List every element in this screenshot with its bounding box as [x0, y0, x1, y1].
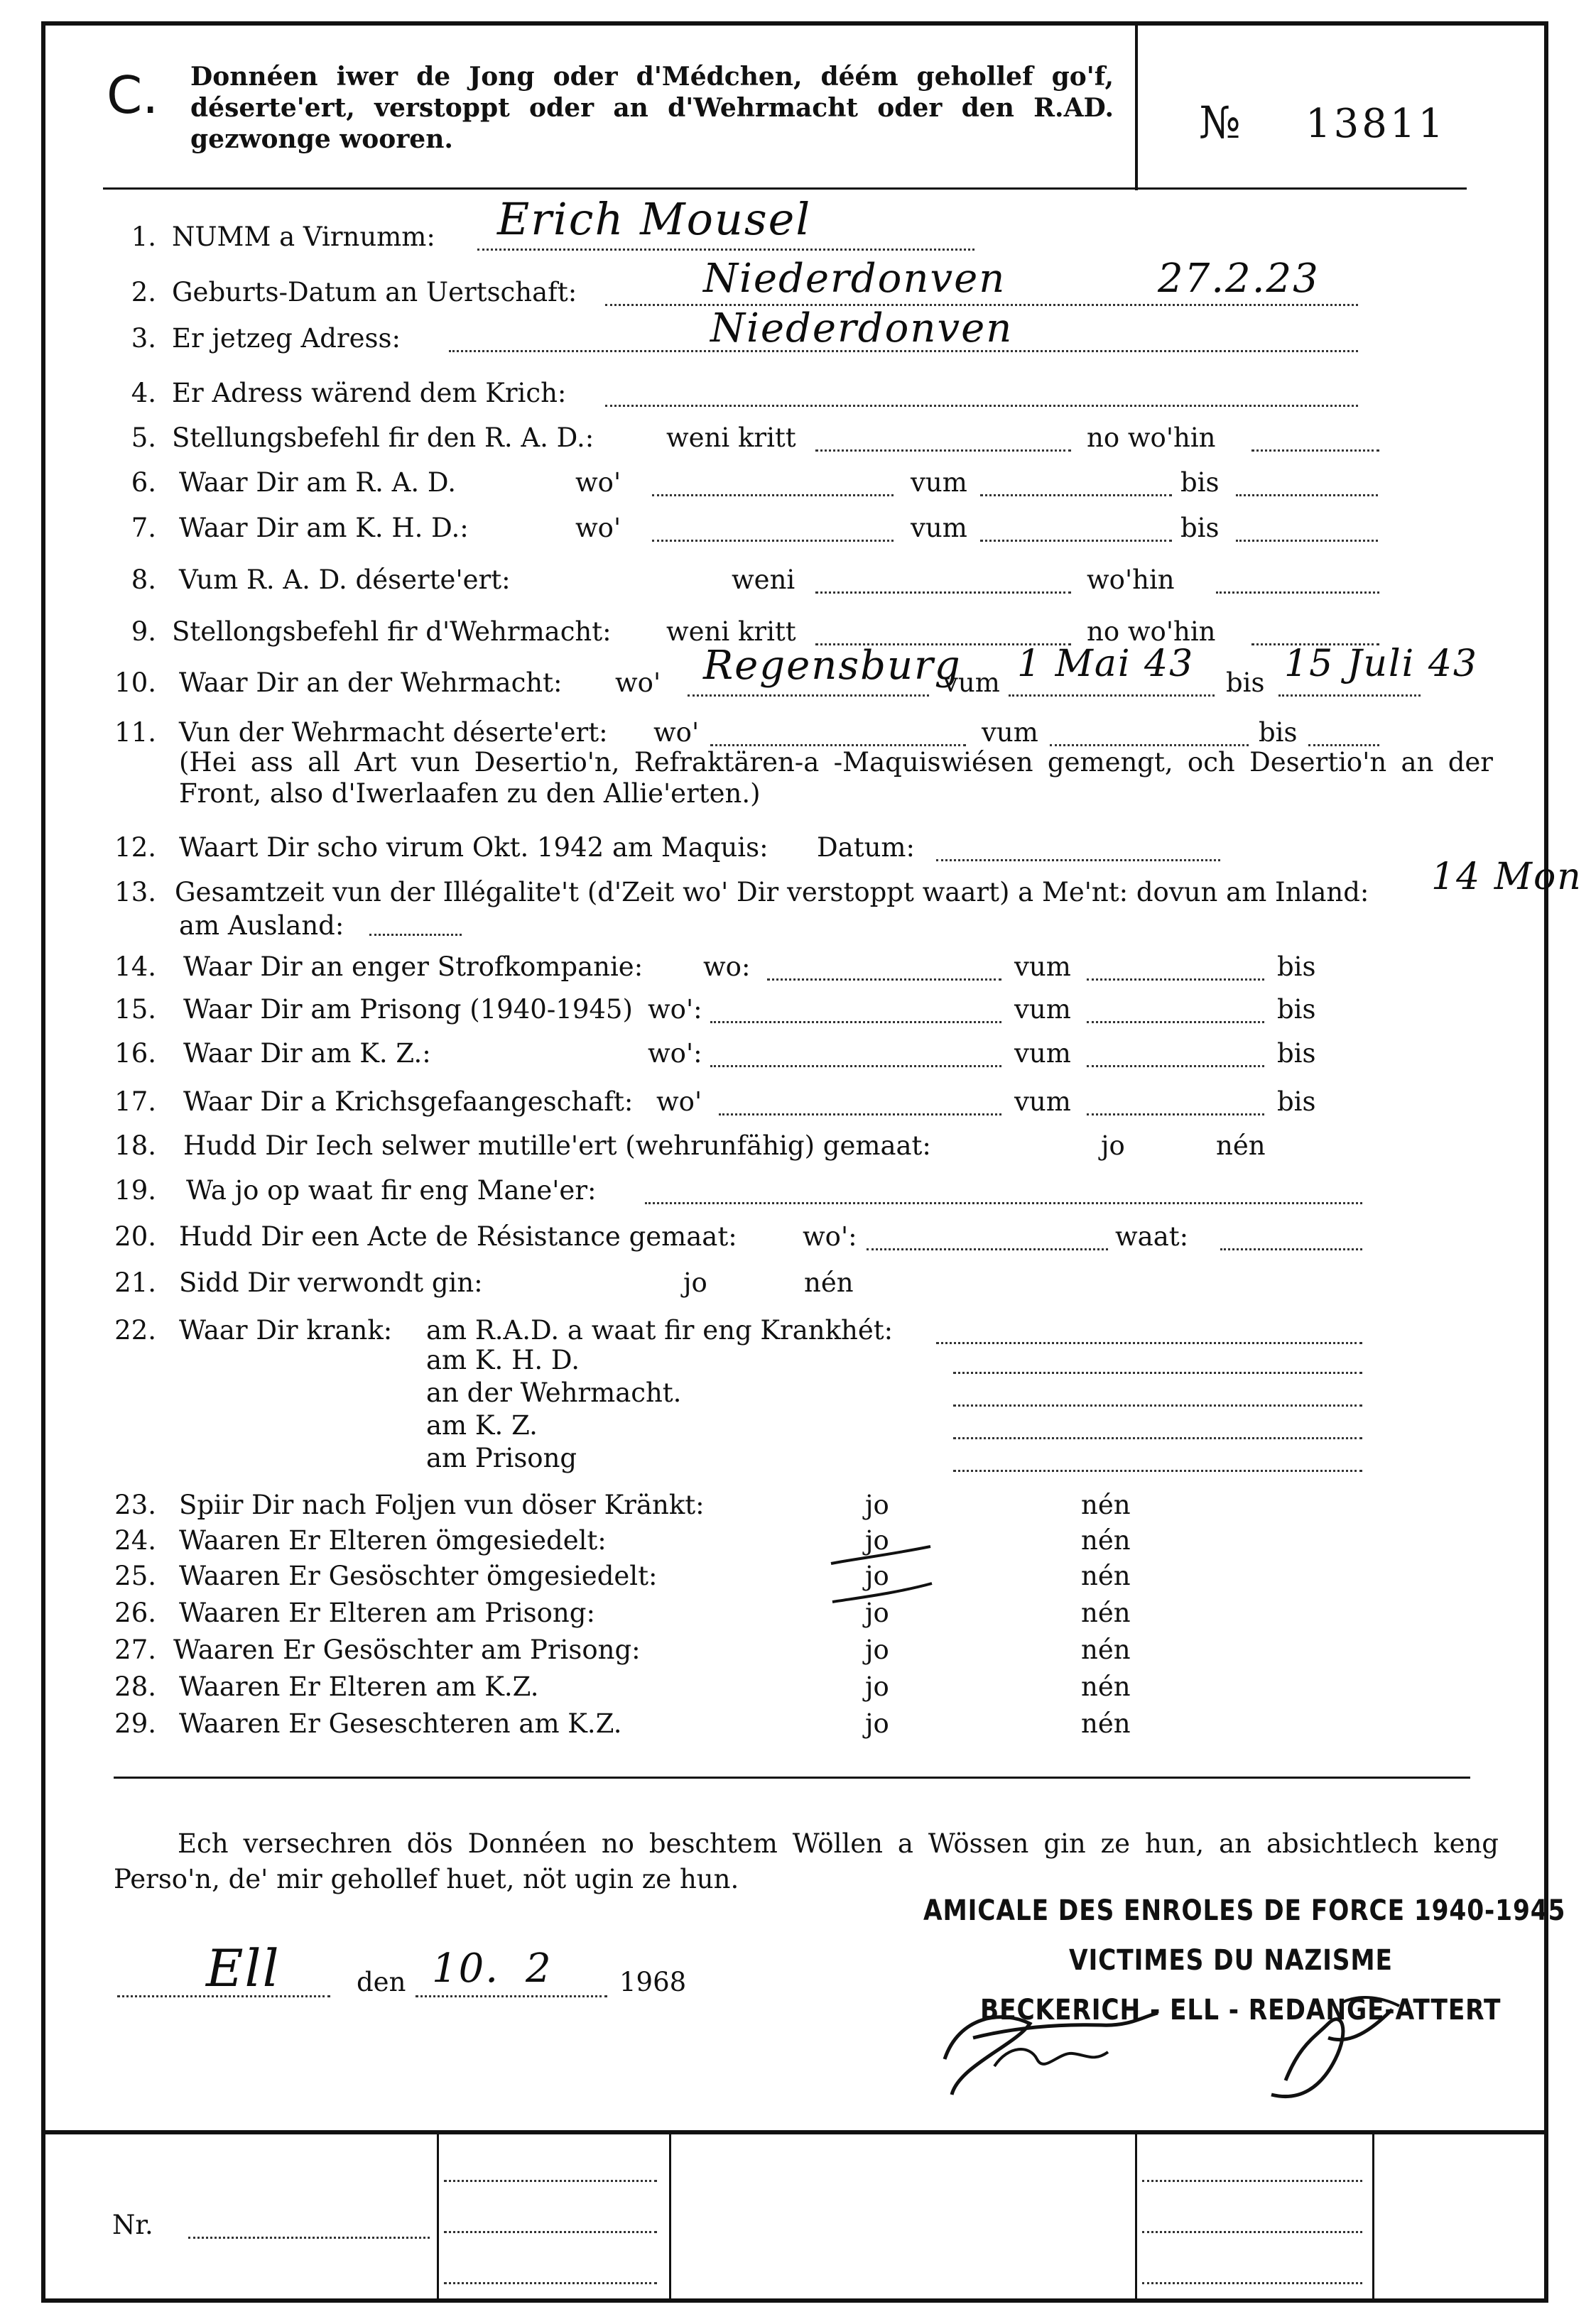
- question-label: Waaren Er Geseschteren am K.Z.: [179, 1708, 622, 1739]
- answer-line[interactable]: [1251, 449, 1379, 452]
- footer-rule: [41, 2130, 1548, 2134]
- answer-line[interactable]: [815, 591, 1071, 594]
- where-label: wo'hin: [1087, 564, 1175, 595]
- question-label: NUMM a Virnumm:: [172, 222, 435, 252]
- question-number: 16.: [114, 1038, 156, 1069]
- illness-kz: am K. Z.: [426, 1410, 538, 1441]
- answer-line[interactable]: [1236, 540, 1378, 542]
- yes-option[interactable]: jo: [865, 1598, 889, 1628]
- when-label: weni kritt: [666, 616, 796, 647]
- from-label: vum: [911, 467, 967, 498]
- answer-line[interactable]: [710, 1065, 1001, 1067]
- question-label: Waaren Er Elteren am Prisong:: [179, 1598, 595, 1628]
- where-label: wo':: [803, 1221, 857, 1252]
- year-label: 1968: [619, 1967, 687, 1997]
- answer-line[interactable]: [652, 494, 894, 496]
- from-label: vum: [982, 717, 1038, 748]
- handwritten-check-marks: [824, 1534, 938, 1612]
- yes-option[interactable]: jo: [865, 1671, 889, 1702]
- answer-line[interactable]: [980, 540, 1172, 542]
- question-label: Waar Dir am K. Z.:: [183, 1038, 431, 1069]
- footer-divider: [669, 2132, 671, 2303]
- question-number: 10.: [114, 667, 156, 698]
- from-label: vum: [943, 667, 1000, 698]
- question-label: Er Adress wärend dem Krich:: [172, 378, 567, 408]
- question-number: 13.: [114, 877, 156, 907]
- question-number: 6.: [131, 467, 156, 498]
- number-label: №: [1199, 97, 1241, 148]
- question-number: 17.: [114, 1086, 156, 1117]
- question-label: Sidd Dir verwondt gin:: [179, 1267, 483, 1298]
- answer-line[interactable]: [936, 1342, 1362, 1344]
- no-option[interactable]: nén: [1081, 1490, 1131, 1520]
- question-number: 12.: [114, 832, 156, 863]
- question-number: 20.: [114, 1221, 156, 1252]
- to-label: bis: [1259, 717, 1298, 748]
- handwritten-birthdate: 27.2.23: [1158, 256, 1320, 302]
- no-option[interactable]: nén: [1081, 1598, 1131, 1628]
- from-label: vum: [911, 513, 967, 543]
- header-rule: [103, 187, 1467, 190]
- where-label: wo': [575, 467, 621, 498]
- answer-line[interactable]: [477, 249, 974, 251]
- answer-line[interactable]: [645, 1202, 1362, 1204]
- where-label: wo': [575, 513, 621, 543]
- answer-line[interactable]: [1220, 1248, 1362, 1250]
- question-number: 14.: [114, 951, 156, 982]
- footer-line[interactable]: [444, 2282, 657, 2284]
- no-option[interactable]: nén: [1216, 1130, 1266, 1161]
- declaration-separator: [114, 1777, 1470, 1779]
- where-label: wo': [615, 667, 661, 698]
- abroad-label: am Ausland:: [179, 910, 344, 941]
- to-label: bis: [1277, 1086, 1316, 1117]
- handwritten-to-date: 15 Juli 43: [1284, 643, 1478, 685]
- date-line[interactable]: [416, 1995, 607, 1997]
- question-label: Vun der Wehrmacht déserte'ert:: [179, 717, 608, 748]
- yes-option[interactable]: jo: [865, 1525, 889, 1556]
- answer-line[interactable]: [767, 978, 1001, 981]
- no-option[interactable]: nén: [1081, 1561, 1131, 1591]
- from-label: vum: [1014, 1086, 1071, 1117]
- handwritten-day: 10.: [432, 1946, 500, 1992]
- question-label: Geburts-Datum an Uertschaft:: [172, 277, 577, 307]
- answer-line[interactable]: [710, 1021, 1001, 1023]
- when-label: weni: [732, 564, 796, 595]
- question-label: Er jetzeg Adress:: [172, 323, 401, 354]
- when-label: weni kritt: [666, 422, 796, 453]
- question-number: 24.: [114, 1525, 156, 1556]
- question-number: 19.: [114, 1175, 156, 1206]
- question-number: 27.: [114, 1635, 156, 1665]
- illness-rad: am R.A.D. a waat fir eng Krankhét:: [426, 1315, 894, 1346]
- answer-line[interactable]: [1278, 694, 1421, 697]
- footer-divider: [1372, 2132, 1374, 2303]
- yes-option[interactable]: jo: [683, 1267, 707, 1298]
- illness-khd: am K. H. D.: [426, 1345, 580, 1375]
- handwritten-month: 2: [526, 1946, 553, 1992]
- question-label: Hudd Dir Iech selwer mutille'ert (wehrunfähig) gemaat:: [183, 1130, 931, 1161]
- yes-option[interactable]: jo: [865, 1708, 889, 1739]
- yes-option[interactable]: jo: [865, 1490, 889, 1520]
- stamp-line-2: VICTIMES DU NAZISME: [1069, 1944, 1393, 1977]
- illness-wehrmacht: an der Wehrmacht.: [426, 1378, 682, 1408]
- question-number: 1.: [131, 222, 156, 252]
- where-label: wo': [656, 1086, 702, 1117]
- header-divider: [1135, 21, 1138, 190]
- answer-line[interactable]: [953, 1470, 1362, 1472]
- question-label: Waar Dir a Krichsgefaangeschaft:: [183, 1086, 634, 1117]
- question-number: 11.: [114, 717, 156, 748]
- answer-line[interactable]: [867, 1248, 1108, 1250]
- answer-line[interactable]: [688, 694, 929, 697]
- question-label: Stellongsbefehl fir d'Wehrmacht:: [172, 616, 612, 647]
- to-label: bis: [1277, 1038, 1316, 1069]
- what-label: waat:: [1115, 1221, 1189, 1252]
- question-label: Wa jo op waat fir eng Mane'er:: [186, 1175, 597, 1206]
- question-number: 26.: [114, 1598, 156, 1628]
- question-number: 23.: [114, 1490, 156, 1520]
- where-label: wo:: [703, 951, 751, 982]
- question-label: Hudd Dir een Acte de Résistance gemaat:: [179, 1221, 737, 1252]
- answer-line[interactable]: [652, 540, 894, 542]
- section-letter: C.: [107, 65, 159, 125]
- answer-line[interactable]: [1216, 591, 1379, 594]
- answer-line[interactable]: [936, 859, 1220, 861]
- where-label: no wo'hin: [1087, 422, 1216, 453]
- to-label: bis: [1226, 667, 1265, 698]
- answer-line[interactable]: [1009, 694, 1215, 697]
- answer-line[interactable]: [1087, 1113, 1264, 1115]
- question-number: 3.: [131, 323, 156, 354]
- answer-line[interactable]: [1308, 744, 1379, 746]
- answer-line[interactable]: [605, 405, 1358, 407]
- question-label: Vum R. A. D. déserte'ert:: [179, 564, 511, 595]
- nr-line[interactable]: [188, 2237, 430, 2239]
- desertion-note: (Hei ass all Art vun Desertio'n, Refraktären-a -Maquiswiésen gemengt, och Desertio'n an der Front, also d'Iwerlaafen zu den Allie'erten.): [179, 747, 1493, 809]
- answer-line[interactable]: [815, 449, 1071, 452]
- footer-divider: [437, 2132, 439, 2303]
- where-label: wo':: [648, 994, 702, 1025]
- no-option[interactable]: nén: [804, 1267, 854, 1298]
- answer-line[interactable]: [719, 1113, 1001, 1115]
- answer-line[interactable]: [1087, 1065, 1264, 1067]
- question-label: Waar Dir an der Wehrmacht:: [179, 667, 563, 698]
- form-number: 13811: [1305, 101, 1447, 147]
- answer-line[interactable]: [1087, 978, 1264, 981]
- question-number: 15.: [114, 994, 156, 1025]
- question-label: Waaren Er Elteren ömgesiedelt:: [179, 1525, 607, 1556]
- answer-line[interactable]: [1236, 494, 1378, 496]
- answer-line[interactable]: [953, 1437, 1362, 1439]
- question-label: Waaren Er Gesöschter ömgesiedelt:: [179, 1561, 658, 1591]
- form-description: Donnéen iwer de Jong oder d'Médchen, déém gehollef go'f, déserte'ert, verstoppt oder an d'Wehrmacht oder den R.AD. gezwonge wooren.: [190, 62, 1114, 154]
- handwritten-name: Erich Mousel: [497, 193, 812, 245]
- question-number: 21.: [114, 1267, 156, 1298]
- yes-option[interactable]: jo: [1101, 1130, 1125, 1161]
- question-label: Stellungsbefehl fir den R. A. D.:: [172, 422, 594, 453]
- footer-line[interactable]: [444, 2180, 657, 2182]
- question-label: Gesamtzeit vun der Illégalite't (d'Zeit wo' Dir verstoppt waart) a Me'nt: dovun am Inland:: [175, 877, 1369, 907]
- handwritten-unit-location: Regensburg: [703, 643, 962, 689]
- question-label: Waart Dir scho virum Okt. 1942 am Maquis:: [179, 832, 769, 863]
- to-label: bis: [1277, 951, 1316, 982]
- footer-line[interactable]: [444, 2231, 657, 2233]
- handwritten-months: 14 Mon: [1431, 856, 1582, 898]
- stamp-line-1: AMICALE DES ENROLES DE FORCE 1940-1945: [923, 1894, 1566, 1927]
- answer-line[interactable]: [710, 744, 966, 746]
- question-label: Spiir Dir nach Foljen vun döser Kränkt:: [179, 1490, 705, 1520]
- where-label: wo': [653, 717, 700, 748]
- question-label: Waaren Er Gesöschter am Prisong:: [173, 1635, 641, 1665]
- yes-option[interactable]: jo: [865, 1635, 889, 1665]
- question-label: Waar Dir krank:: [179, 1315, 393, 1346]
- footer-line[interactable]: [1142, 2282, 1362, 2284]
- illness-prisong: am Prisong: [426, 1443, 577, 1473]
- handwritten-place: Ell: [206, 1938, 281, 1998]
- handwritten-birthplace: Niederdonven: [703, 256, 1006, 302]
- question-label: Waaren Er Elteren am K.Z.: [179, 1671, 539, 1702]
- from-label: vum: [1014, 1038, 1071, 1069]
- question-number: 29.: [114, 1708, 156, 1739]
- no-option[interactable]: nén: [1081, 1708, 1131, 1739]
- answer-line[interactable]: [953, 1404, 1362, 1407]
- footer-line[interactable]: [1142, 2231, 1362, 2233]
- question-label: Waar Dir am R. A. D.: [179, 467, 456, 498]
- answer-line[interactable]: [369, 934, 462, 936]
- question-number: 28.: [114, 1671, 156, 1702]
- no-option[interactable]: nén: [1081, 1525, 1131, 1556]
- question-number: 4.: [131, 378, 156, 408]
- from-label: vum: [1014, 994, 1071, 1025]
- date-label: Datum:: [817, 832, 915, 863]
- handwritten-address: Niederdonven: [710, 305, 1014, 351]
- declaration-text: Ech versechren dös Donnéen no beschtem Wöllen a Wössen gin ze hun, an absichtlech keng Perso'n, de' mir gehollef huet, nöt ugin ze hun.: [114, 1828, 1499, 1894]
- footer-divider: [1135, 2132, 1137, 2303]
- question-number: 2.: [131, 277, 156, 307]
- question-number: 7.: [131, 513, 156, 543]
- answer-line[interactable]: [1050, 744, 1249, 746]
- where-label: wo':: [648, 1038, 702, 1069]
- from-label: vum: [1014, 951, 1071, 982]
- stamp-line-3: BECKERICH - ELL - REDANGE-ATTERT: [980, 1994, 1502, 2026]
- question-number: 25.: [114, 1561, 156, 1591]
- where-label: no wo'hin: [1087, 616, 1216, 647]
- yes-option[interactable]: jo: [865, 1561, 889, 1591]
- question-number: 22.: [114, 1315, 156, 1346]
- no-option[interactable]: nén: [1081, 1671, 1131, 1702]
- question-label: Waar Dir am Prisong (1940-1945): [183, 994, 633, 1025]
- footer-line[interactable]: [1142, 2180, 1362, 2182]
- nr-label: Nr.: [112, 2210, 153, 2240]
- den-label: den: [357, 1967, 406, 1997]
- answer-line[interactable]: [953, 1372, 1362, 1374]
- question-number: 18.: [114, 1130, 156, 1161]
- question-number: 8.: [131, 564, 156, 595]
- question-number: 5.: [131, 422, 156, 453]
- answer-line[interactable]: [980, 494, 1172, 496]
- question-number: 9.: [131, 616, 156, 647]
- to-label: bis: [1180, 467, 1220, 498]
- signatures: [916, 1974, 1456, 2116]
- to-label: bis: [1180, 513, 1220, 543]
- question-label: Waar Dir am K. H. D.:: [179, 513, 469, 543]
- answer-line[interactable]: [1087, 1021, 1264, 1023]
- handwritten-from-date: 1 Mai 43: [1017, 643, 1195, 685]
- to-label: bis: [1277, 994, 1316, 1025]
- no-option[interactable]: nén: [1081, 1635, 1131, 1665]
- question-label: Waar Dir an enger Strofkompanie:: [183, 951, 644, 982]
